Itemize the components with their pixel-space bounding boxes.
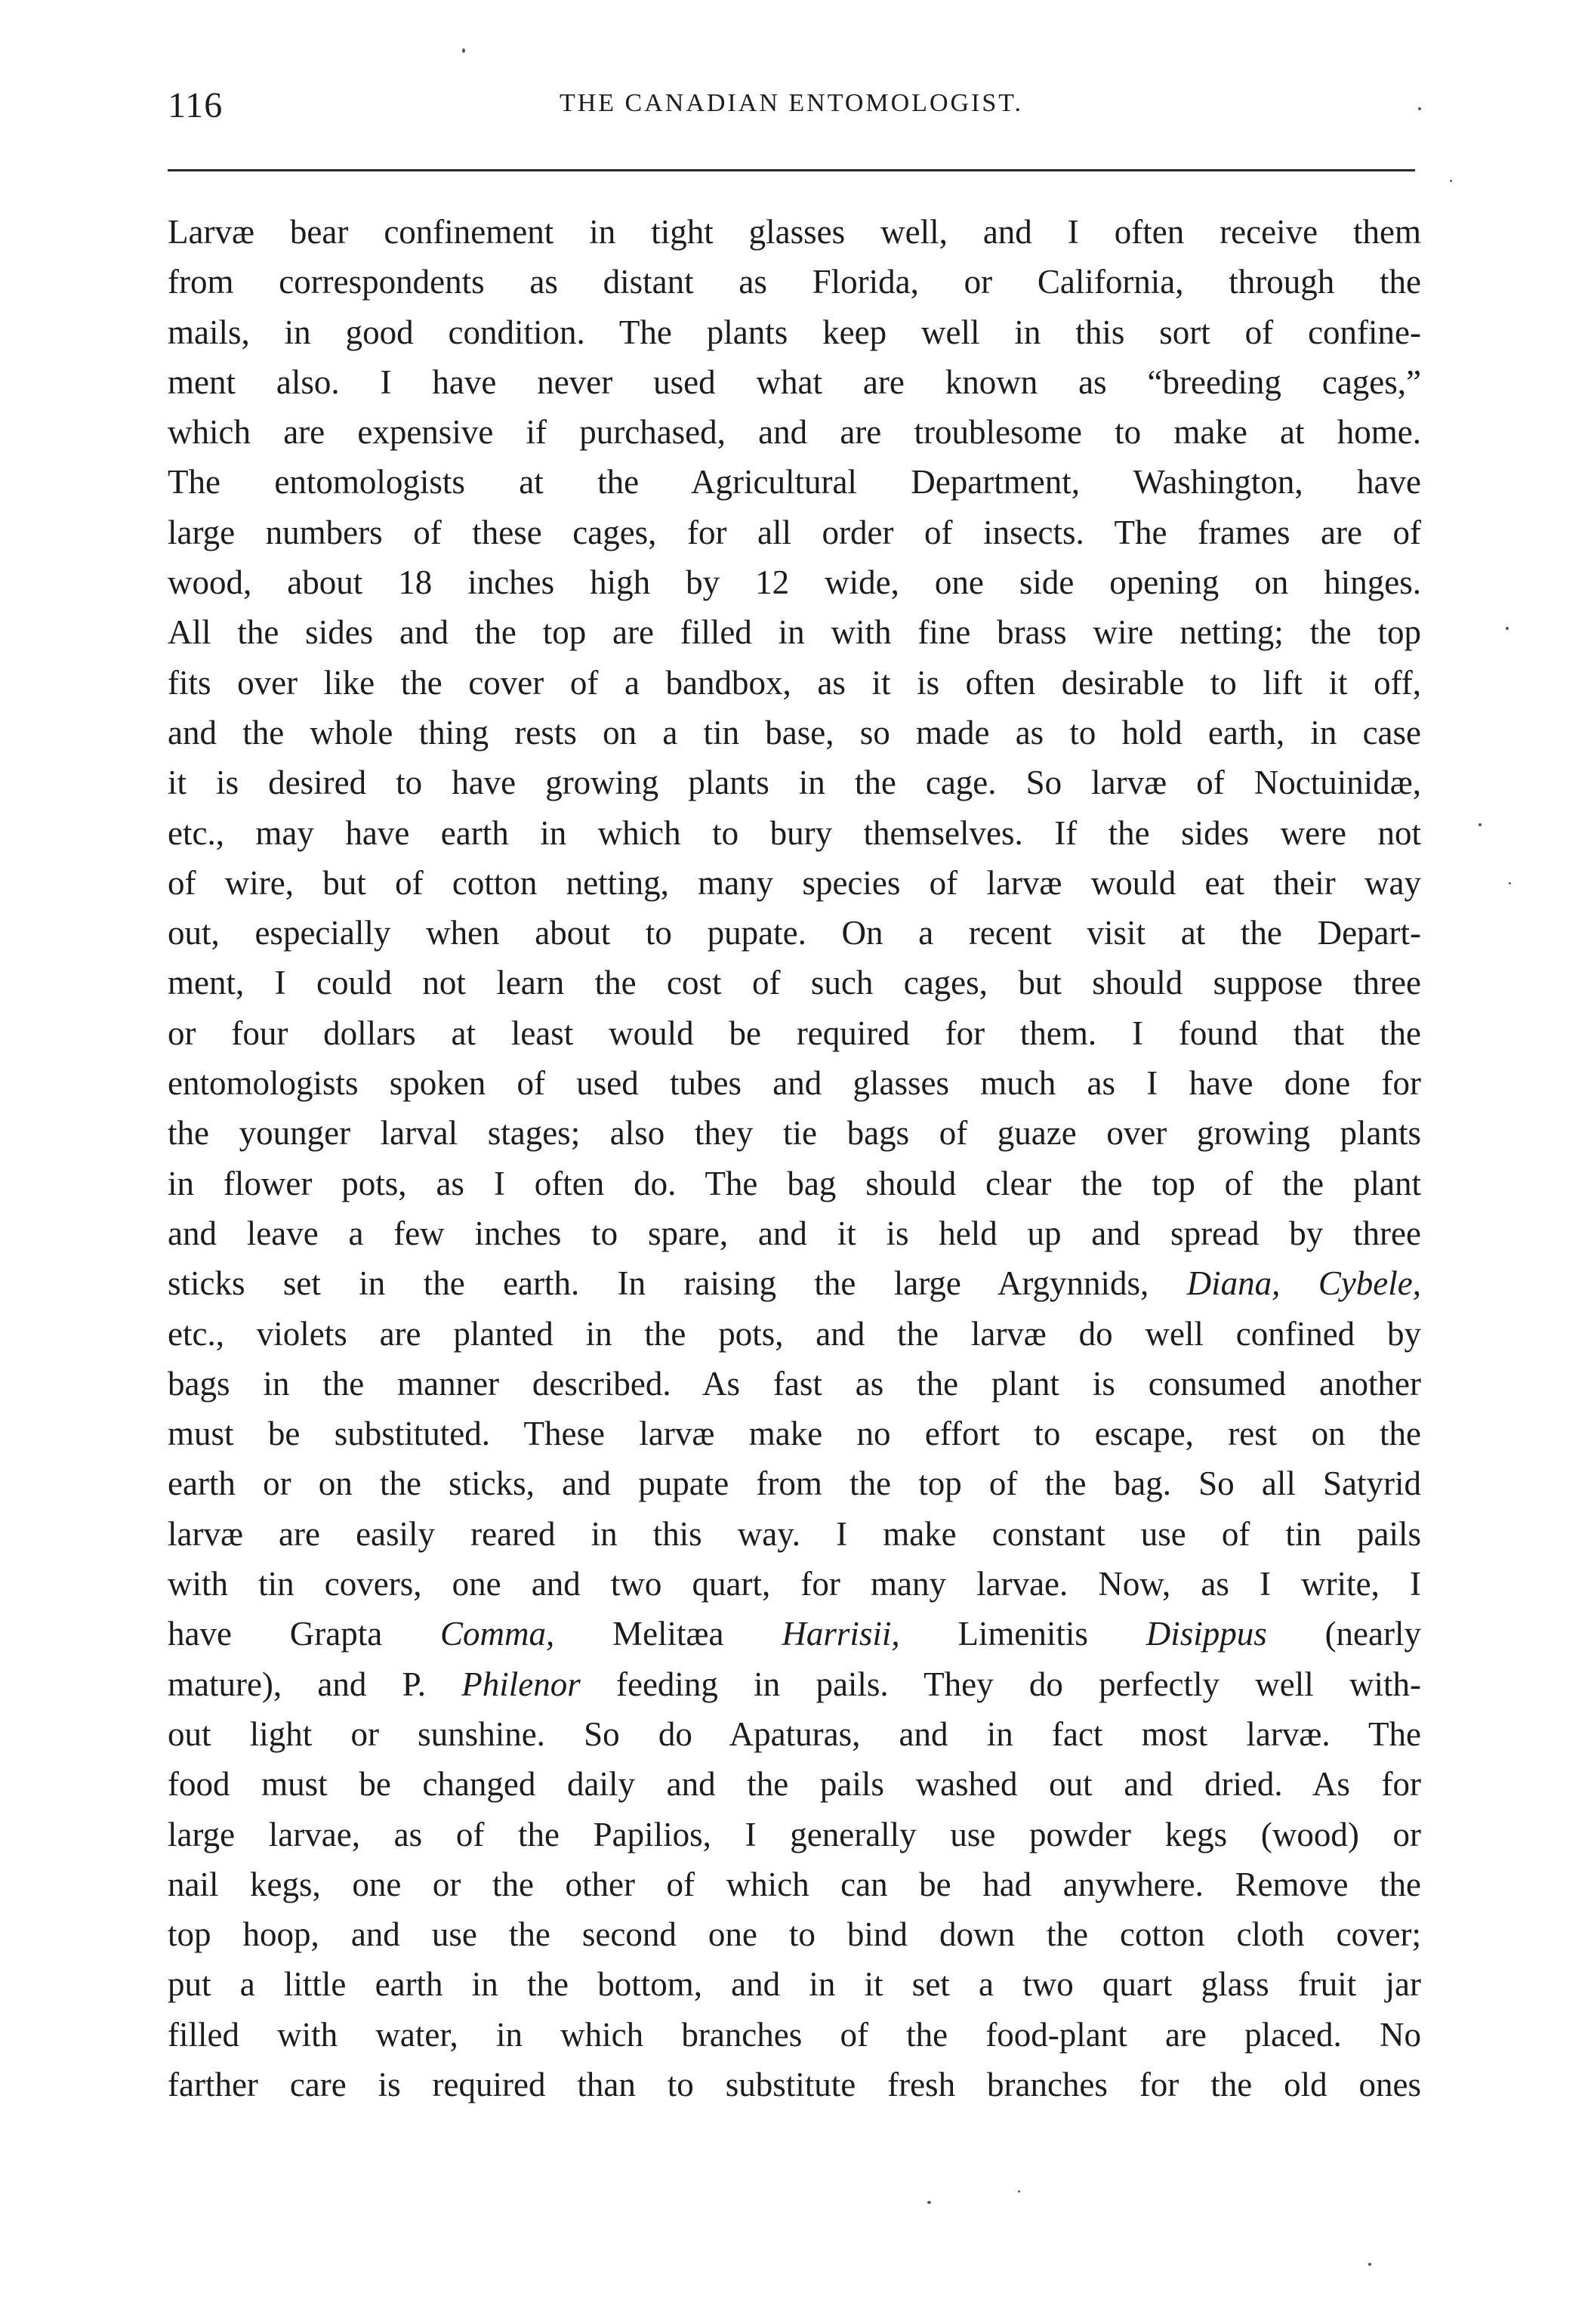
text-run: food must be changed daily and the pails washed out and dried. As for xyxy=(168,1765,1421,1804)
text-run: and the whole thing rests on a tin base, so made as to hold earth, in case xyxy=(168,713,1421,752)
text-line xyxy=(168,508,1421,557)
text-line xyxy=(168,1359,1421,1409)
text-line xyxy=(168,257,1421,307)
text-line xyxy=(168,758,1421,807)
text-run: filled with water, in which branches of the food-plant are placed. No xyxy=(168,2015,1421,2054)
text-run: etc., may have earth in which to bury themselves. If the sides were not xyxy=(168,813,1421,852)
text-run: larvæ are easily reared in this way. I make constant use of tin pails xyxy=(168,1514,1421,1553)
text-run: wood, about 18 inches high by 12 wide, one side opening on hinges. xyxy=(168,563,1421,602)
text-line xyxy=(168,1810,1421,1860)
scan-speck xyxy=(1418,107,1421,110)
text-run: All the sides and the top are filled in with fine brass wire netting; the top xyxy=(168,613,1421,652)
text-line xyxy=(168,2010,1421,2060)
text-run: mails, in good condition. The plants keep well in this sort of confine- xyxy=(168,313,1421,351)
text-line xyxy=(168,1659,1421,1709)
text-run: large numbers of these cages, for all order of insects. The frames are of xyxy=(168,513,1421,551)
text-run: out light or sunshine. So do Apaturas, and in fact most larvæ. The xyxy=(168,1714,1421,1753)
text-line xyxy=(168,708,1421,758)
text-line xyxy=(168,1709,1421,1759)
text-run: ment also. I have never used what are known as “breeding cages,” xyxy=(168,363,1421,401)
text-line xyxy=(168,1208,1421,1258)
text-line xyxy=(168,1309,1421,1359)
text-run: mature), and P. xyxy=(168,1665,462,1703)
running-head: THE CANADIAN ENTOMOLOGIST. xyxy=(559,89,1024,117)
text-line xyxy=(168,1609,1421,1659)
text-run: farther care is required than to substitute fresh branches for the old ones xyxy=(168,2065,1421,2103)
scan-speck xyxy=(1450,180,1452,182)
scan-speck xyxy=(462,48,465,53)
text-run: Melitæa xyxy=(554,1615,782,1653)
text-line xyxy=(168,1108,1421,1158)
scan-speck xyxy=(1506,627,1509,630)
text-run: feeding in pails. They do perfectly well with- xyxy=(580,1665,1422,1703)
scan-speck xyxy=(1479,823,1482,826)
scan-speck xyxy=(1368,2263,1371,2266)
text-run: Larvæ bear confinement in tight glasses well, and I often receive them xyxy=(168,213,1421,251)
text-run: or four dollars at least would be required for them. I found that the xyxy=(168,1014,1421,1052)
text-run: Limenitis xyxy=(899,1615,1146,1653)
text-line xyxy=(168,1058,1421,1108)
scan-speck xyxy=(927,2201,931,2204)
text-line xyxy=(168,1509,1421,1559)
text-run: entomologists spoken of used tubes and glasses much as I have done for xyxy=(168,1064,1421,1103)
text-line xyxy=(168,457,1421,507)
text-run: it is desired to have growing plants in the cage. So larvæ of Noctuinidæ, xyxy=(168,764,1421,802)
text-run: in flower pots, as I often do. The bag should clear the top of the plant xyxy=(168,1164,1421,1202)
italic-term: Harrisii, xyxy=(782,1615,900,1653)
text-run: have Grapta xyxy=(168,1615,440,1653)
text-line xyxy=(168,808,1421,858)
text-run: put a little earth in the bottom, and in it set a two quart glass fruit jar xyxy=(168,1965,1421,2004)
italic-term: Diana, xyxy=(1186,1264,1281,1303)
italic-term: Cybele, xyxy=(1318,1264,1421,1303)
text-line xyxy=(168,2060,1421,2110)
text-run: earth or on the sticks, and pupate from the top of the bag. So all Satyrid xyxy=(168,1464,1421,1503)
text-line xyxy=(168,1159,1421,1208)
text-line xyxy=(168,1008,1421,1058)
text-line xyxy=(168,1559,1421,1609)
text-run: must be substituted. These larvæ make no effort to escape, rest on the xyxy=(168,1415,1421,1453)
text-run: large larvae, as of the Papilios, I generally use powder kegs (wood) or xyxy=(168,1815,1421,1853)
italic-term: Comma, xyxy=(439,1615,555,1653)
text-line xyxy=(168,557,1421,607)
text-line xyxy=(168,958,1421,1008)
text-run: from correspondents as distant as Florida, or California, through the xyxy=(168,263,1421,301)
text-run: nail kegs, one or the other of which can be had anywhere. Remove the xyxy=(168,1865,1421,1903)
text-line xyxy=(168,407,1421,457)
text-line xyxy=(168,1759,1421,1809)
scan-speck xyxy=(1509,882,1511,884)
text-run: the younger larval stages; also they tie bags of guaze over growing plants xyxy=(168,1114,1421,1153)
body-text xyxy=(168,207,1421,2110)
italic-term: Philenor xyxy=(461,1665,581,1703)
text-line xyxy=(168,1959,1421,2009)
text-run: ment, I could not learn the cost of such cages, but should suppose three xyxy=(168,964,1421,1002)
text-run: out, especially when about to pupate. On a recent visit at the Depart- xyxy=(168,914,1421,952)
text-run: etc., violets are planted in the pots, and the larvæ do well confined by xyxy=(168,1314,1421,1353)
text-line xyxy=(168,658,1421,708)
page-header xyxy=(168,85,1415,130)
header-rule xyxy=(168,169,1415,171)
text-line xyxy=(168,1909,1421,1959)
text-run xyxy=(1280,1264,1318,1302)
text-run: and leave a few inches to spare, and it is held up and spread by three xyxy=(168,1214,1421,1252)
text-run: (nearly xyxy=(1266,1615,1421,1653)
text-line xyxy=(168,207,1421,257)
text-run: which are expensive if purchased, and are troublesome to make at home. xyxy=(168,413,1421,452)
text-line xyxy=(168,858,1421,908)
text-line xyxy=(168,1458,1421,1508)
text-run: bags in the manner described. As fast as the plant is consumed another xyxy=(168,1364,1421,1403)
text-run: with tin covers, one and two quart, for many larvae. Now, as I write, I xyxy=(168,1565,1421,1603)
text-line xyxy=(168,607,1421,657)
text-line xyxy=(168,307,1421,357)
text-run: top hoop, and use the second one to bind down the cotton cloth cover; xyxy=(168,1915,1421,1954)
text-line xyxy=(168,1860,1421,1909)
text-run: of wire, but of cotton netting, many species of larvæ would eat their way xyxy=(168,863,1421,902)
text-line xyxy=(168,908,1421,958)
scan-speck xyxy=(1018,2190,1020,2193)
text-run: fits over like the cover of a bandbox, as it is often desirable to lift it off, xyxy=(168,663,1421,702)
page-number: 116 xyxy=(168,85,224,125)
text-run: sticks set in the earth. In raising the large Argynnids, xyxy=(168,1264,1187,1303)
text-run: The entomologists at the Agricultural Department, Washington, have xyxy=(168,463,1421,502)
text-line xyxy=(168,1258,1421,1308)
text-line xyxy=(168,357,1421,407)
text-line xyxy=(168,1409,1421,1458)
italic-term: Disippus xyxy=(1146,1615,1267,1653)
